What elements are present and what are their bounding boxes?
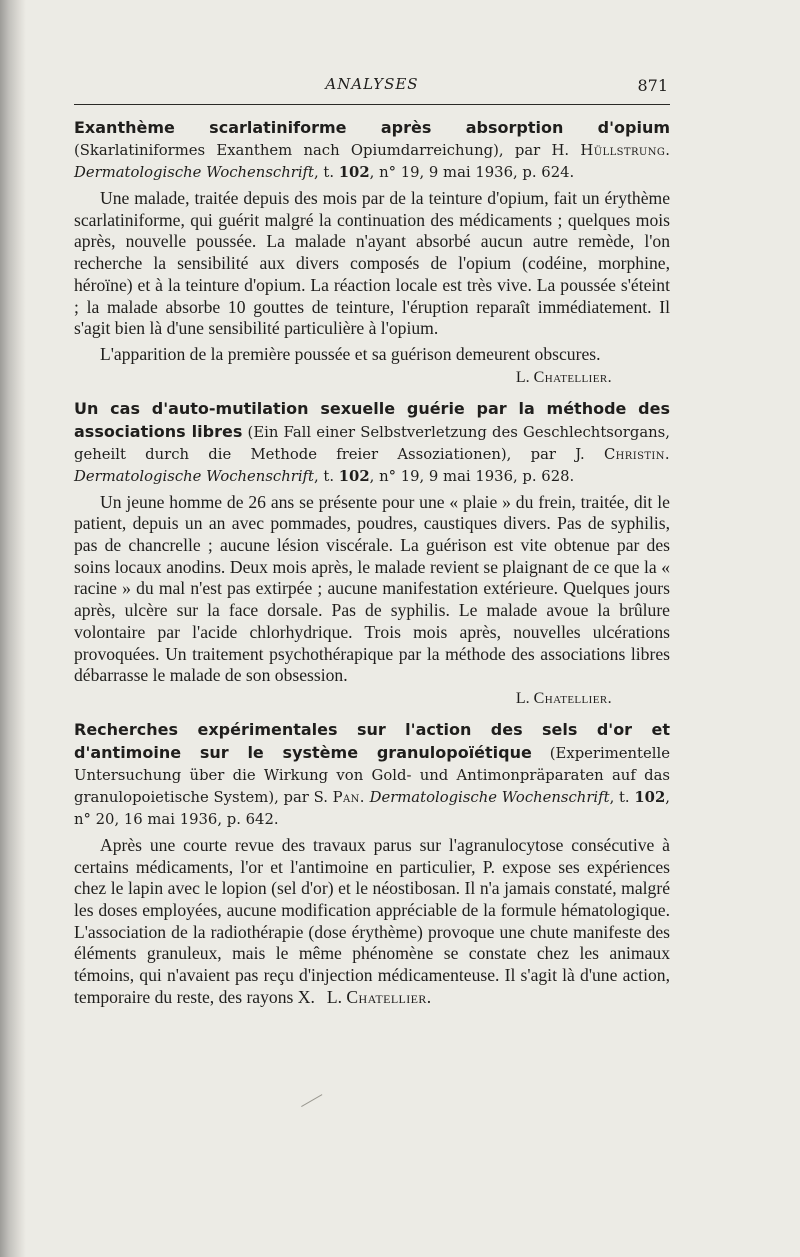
article-2-signature: L. Chatellier. bbox=[515, 689, 612, 707]
article-1-issue: , n° 19, 9 mai 1936, p. 624. bbox=[369, 164, 575, 181]
article-3-signature: L. Chatellier. bbox=[326, 986, 432, 1007]
article-2-issue: , n° 19, 9 mai 1936, p. 628. bbox=[369, 467, 575, 485]
article-2 bbox=[74, 398, 670, 710]
article-3-issue: , n° 20, 16 mai 1936, p. 642. bbox=[74, 788, 670, 828]
page-header bbox=[74, 70, 670, 96]
journal-page bbox=[74, 70, 670, 1018]
article-2-author: Christin. bbox=[603, 445, 670, 463]
article-3-paragraph-1: Après une courte revue des travaux parus sur l'agranulocytose consécutive à certains médicaments, l'or et l'antimoine en particulier, P. expose ses expériences chez le lapin avec le lopion (sel d'or) et le néostibosan. Il n'a jamais constaté, malgré les doses employées, aucune modification appréciable de la formule hématologique. L'association de la radiothérapie (dose érythème) provoque une chute manifeste des éléments granuleux, mais le même phénomène se constate chez les animaux témoins, qui n'avaient pas reçu d'injection médicamenteuse. Il s'agit là d'une action, temporaire du reste, des rayons X. L. Chatellier. bbox=[74, 834, 670, 1007]
article-1-journal: Dermatologische Wochenschrift bbox=[74, 164, 314, 181]
article-1-volume: 102 bbox=[338, 164, 370, 181]
article-2-journal: Dermatologische Wochenschrift bbox=[74, 467, 314, 485]
article-3-title: Recherches expérimentales sur l'action des sels d'or et d'antimoine sur le système granulopoïétique bbox=[74, 719, 670, 762]
article-1-author: Hüllstrung bbox=[580, 142, 666, 159]
article-2-paragraph-1: Un jeune homme de 26 ans se présente pour une « plaie » du frein, traitée, dit le patient, depuis un an avec pommades, poudres, caustiques divers. Pas de syphilis, pas de chancrelle ; aucune lésion viscérale. La guérison est vite obtenue par des soins locaux anodins. Deux mois après, le malade revient se plaignant de ce que la « racine » du mal n'est pas extirpée ; aucune manifestation extérieure. Quelques jours après, ulcère sur la face dorsale. Pas de syphilis. Le malade avoue la brûlure volontaire par l'acide chlorhydrique. Trois mois après, nouvelles ulcérations provoquées. Un traitement psychothérapique par la méthode des associations libres débarrasse le malade de son obsession. bbox=[74, 491, 670, 686]
article-1-paragraph-2: L'apparition de la première poussée et sa guérison demeurent obscures. bbox=[100, 343, 601, 364]
article-1-paragraph-1: Une malade, traitée depuis des mois par de la teinture d'opium, fait un érythème scarlatiniforme, qui guérit malgré la continuation des médicaments ; quelques mois après, nouvelle poussée. La malade n'ayant absorbé aucun autre remède, l'on recherche la sensibilité aux divers composés de l'opium (codéine, morphine, héroïne) et à la teinture d'opium. La réaction locale est très vive. La poussée s'éteint ; la malade absorbe 10 gouttes de teinture, l'éruption reparaît immédiatement. Il s'agit bien là d'une sensibilité particulière à l'opium. bbox=[74, 188, 670, 339]
article-1-title: Exanthème scarlatiniforme après absorption d'opium bbox=[74, 118, 670, 137]
article-3-heading: Recherches expérimentales sur l'action des sels d'or et d'antimoine sur le système granulopoïétique (Experimentelle Untersuchung über die Wirkung von Gold- und Antimonpräparaten auf das granulopoietische System), par S. Pan. Dermatologische Wochenschrift, t. 102, n° 20, 16 mai 1936, p. 642. bbox=[74, 719, 670, 828]
article-1-signature: L. Chatellier. bbox=[515, 368, 612, 386]
article-2-heading: Un cas d'auto-mutilation sexuelle guérie par la méthode des associations libres (Ein Fall einer Selbstverletzung des Geschlechtsorgans, geheilt durch die Methode freier Assoziationen), par J. Christin. Dermatologische Wochenschrift, t. 102, n° 19, 9 mai 1936, p. 628. bbox=[74, 398, 670, 485]
article-3-german-title: (Experimentelle Untersuchung über die Wirkung von Gold- und Antimonpräparaten auf das granulopoietische System), par S. bbox=[74, 744, 670, 806]
article-1-heading: Exanthème scarlatiniforme après absorption d'opium (Skarlatiniformes Exanthem nach Opiumdarreichung), par H. Hüllstrung. Dermatologische Wochenschrift, t. 102, n° 19, 9 mai 1936, p. 624. bbox=[74, 118, 670, 181]
header-rule bbox=[74, 104, 670, 105]
article-1-german-title: (Skarlatiniformes Exanthem nach Opiumdarreichung), par H. bbox=[74, 142, 570, 159]
article-3 bbox=[74, 719, 670, 1009]
article-2-title: Un cas d'auto-mutilation sexuelle guérie par la méthode des associations libres bbox=[74, 398, 670, 441]
book-spine-shadow bbox=[0, 0, 26, 1257]
running-title: ANALYSES bbox=[325, 75, 419, 93]
article-3-volume: 102 bbox=[634, 788, 666, 806]
article-3-journal: Dermatologische Wochenschrift bbox=[369, 788, 610, 806]
article-1 bbox=[74, 117, 670, 389]
article-3-author: Pan. bbox=[332, 788, 365, 806]
page-number: 871 bbox=[637, 76, 668, 95]
article-2-volume: 102 bbox=[338, 467, 370, 485]
article-2-german-title: (Ein Fall einer Selbstverletzung des Geschlechtsorgans, geheilt durch die Methode freier Assoziationen), par J. bbox=[74, 423, 670, 463]
pencil-mark bbox=[301, 1094, 323, 1108]
